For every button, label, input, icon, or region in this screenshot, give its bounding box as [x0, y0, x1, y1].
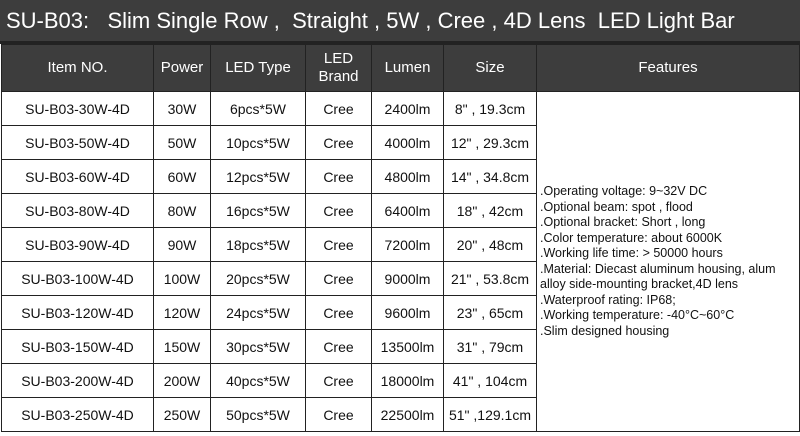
cell-size: 31" , 79cm — [444, 330, 537, 364]
cell-led-type: 12pcs*5W — [211, 160, 306, 194]
page-title: SU-B03: Slim Single Row , Straight , 5W , Cree , 4D Lens LED Light Bar — [0, 0, 800, 44]
col-header-item: Item NO. — [2, 45, 154, 92]
cell-led-brand: Cree — [306, 160, 372, 194]
feature-item: .Material: Diecast aluminum housing, alum alloy side-mounting bracket,4D lens — [540, 261, 776, 291]
cell-size: 14" , 34.8cm — [444, 160, 537, 194]
cell-power: 80W — [154, 194, 211, 228]
cell-lumen: 4000lm — [372, 126, 444, 160]
cell-power: 30W — [154, 92, 211, 126]
cell-lumen: 7200lm — [372, 228, 444, 262]
cell-item-no: SU-B03-60W-4D — [2, 160, 154, 194]
cell-led-brand: Cree — [306, 364, 372, 398]
cell-lumen: 9600lm — [372, 296, 444, 330]
col-header-lumen: Lumen — [372, 45, 444, 92]
cell-led-type: 20pcs*5W — [211, 262, 306, 296]
cell-power: 60W — [154, 160, 211, 194]
feature-item: .Optional beam: spot , flood — [540, 199, 693, 214]
cell-item-no: SU-B03-90W-4D — [2, 228, 154, 262]
cell-led-type: 24pcs*5W — [211, 296, 306, 330]
col-header-led-brand — [306, 45, 372, 92]
cell-lumen: 6400lm — [372, 194, 444, 228]
cell-led-type: 10pcs*5W — [211, 126, 306, 160]
cell-led-brand: Cree — [306, 296, 372, 330]
cell-power: 250W — [154, 398, 211, 432]
cell-led-type: 30pcs*5W — [211, 330, 306, 364]
table-row — [2, 92, 800, 126]
features-cell — [537, 92, 800, 432]
cell-lumen: 9000lm — [372, 262, 444, 296]
cell-item-no: SU-B03-150W-4D — [2, 330, 154, 364]
cell-led-brand: Cree — [306, 330, 372, 364]
cell-led-brand: Cree — [306, 92, 372, 126]
cell-size: 23" , 65cm — [444, 296, 537, 330]
col-header-led-type: LED Type — [211, 45, 306, 92]
feature-item: .Working temperature: -40°C~60°C — [540, 308, 735, 322]
feature-item: .Optional bracket: Short , long — [540, 215, 706, 229]
cell-led-type: 50pcs*5W — [211, 398, 306, 432]
cell-led-type: 16pcs*5W — [211, 194, 306, 228]
spec-table — [1, 44, 800, 432]
cell-power: 150W — [154, 330, 211, 364]
col-header-size: Size — [444, 45, 537, 92]
feature-item: .Working life time: > 50000 hours — [540, 246, 723, 260]
cell-item-no: SU-B03-200W-4D — [2, 364, 154, 398]
cell-item-no: SU-B03-80W-4D — [2, 194, 154, 228]
cell-led-brand: Cree — [306, 228, 372, 262]
cell-led-brand: Cree — [306, 194, 372, 228]
cell-led-brand: Cree — [306, 262, 372, 296]
col-header-led-brand-line2: Brand — [318, 68, 359, 85]
cell-power: 50W — [154, 126, 211, 160]
cell-item-no: SU-B03-250W-4D — [2, 398, 154, 432]
feature-item: .Color temperature: about 6000K — [540, 230, 723, 245]
cell-size: 20" , 48cm — [444, 228, 537, 262]
col-header-features: Features — [537, 45, 800, 92]
cell-lumen: 18000lm — [372, 364, 444, 398]
cell-size: 12" , 29.3cm — [444, 126, 537, 160]
cell-item-no: SU-B03-120W-4D — [2, 296, 154, 330]
cell-led-type: 6pcs*5W — [211, 92, 306, 126]
cell-size: 41" , 104cm — [444, 364, 537, 398]
cell-led-type: 18pcs*5W — [211, 228, 306, 262]
cell-power: 200W — [154, 364, 211, 398]
cell-power: 100W — [154, 262, 211, 296]
cell-lumen: 2400lm — [372, 92, 444, 126]
cell-led-brand: Cree — [306, 398, 372, 432]
cell-lumen: 13500lm — [372, 330, 444, 364]
cell-power: 120W — [154, 296, 211, 330]
cell-item-no: SU-B03-50W-4D — [2, 126, 154, 160]
feature-item: .Slim designed housing — [540, 323, 670, 338]
cell-lumen: 22500lm — [372, 398, 444, 432]
cell-power: 90W — [154, 228, 211, 262]
cell-item-no: SU-B03-30W-4D — [2, 92, 154, 126]
cell-led-brand: Cree — [306, 126, 372, 160]
cell-size: 8" , 19.3cm — [444, 92, 537, 126]
cell-led-type: 40pcs*5W — [211, 364, 306, 398]
cell-size: 18" , 42cm — [444, 194, 537, 228]
feature-item: .Waterproof rating: IP68; — [540, 292, 676, 307]
feature-item: .Operating voltage: 9~32V DC — [540, 184, 708, 198]
col-header-power: Power — [154, 45, 211, 92]
cell-item-no: SU-B03-100W-4D — [2, 262, 154, 296]
cell-size: 21" , 53.8cm — [444, 262, 537, 296]
cell-lumen: 4800lm — [372, 160, 444, 194]
col-header-led-brand-line1: LED — [323, 50, 354, 67]
table-header-row — [2, 45, 800, 92]
cell-size: 51" ,129.1cm — [444, 398, 537, 432]
